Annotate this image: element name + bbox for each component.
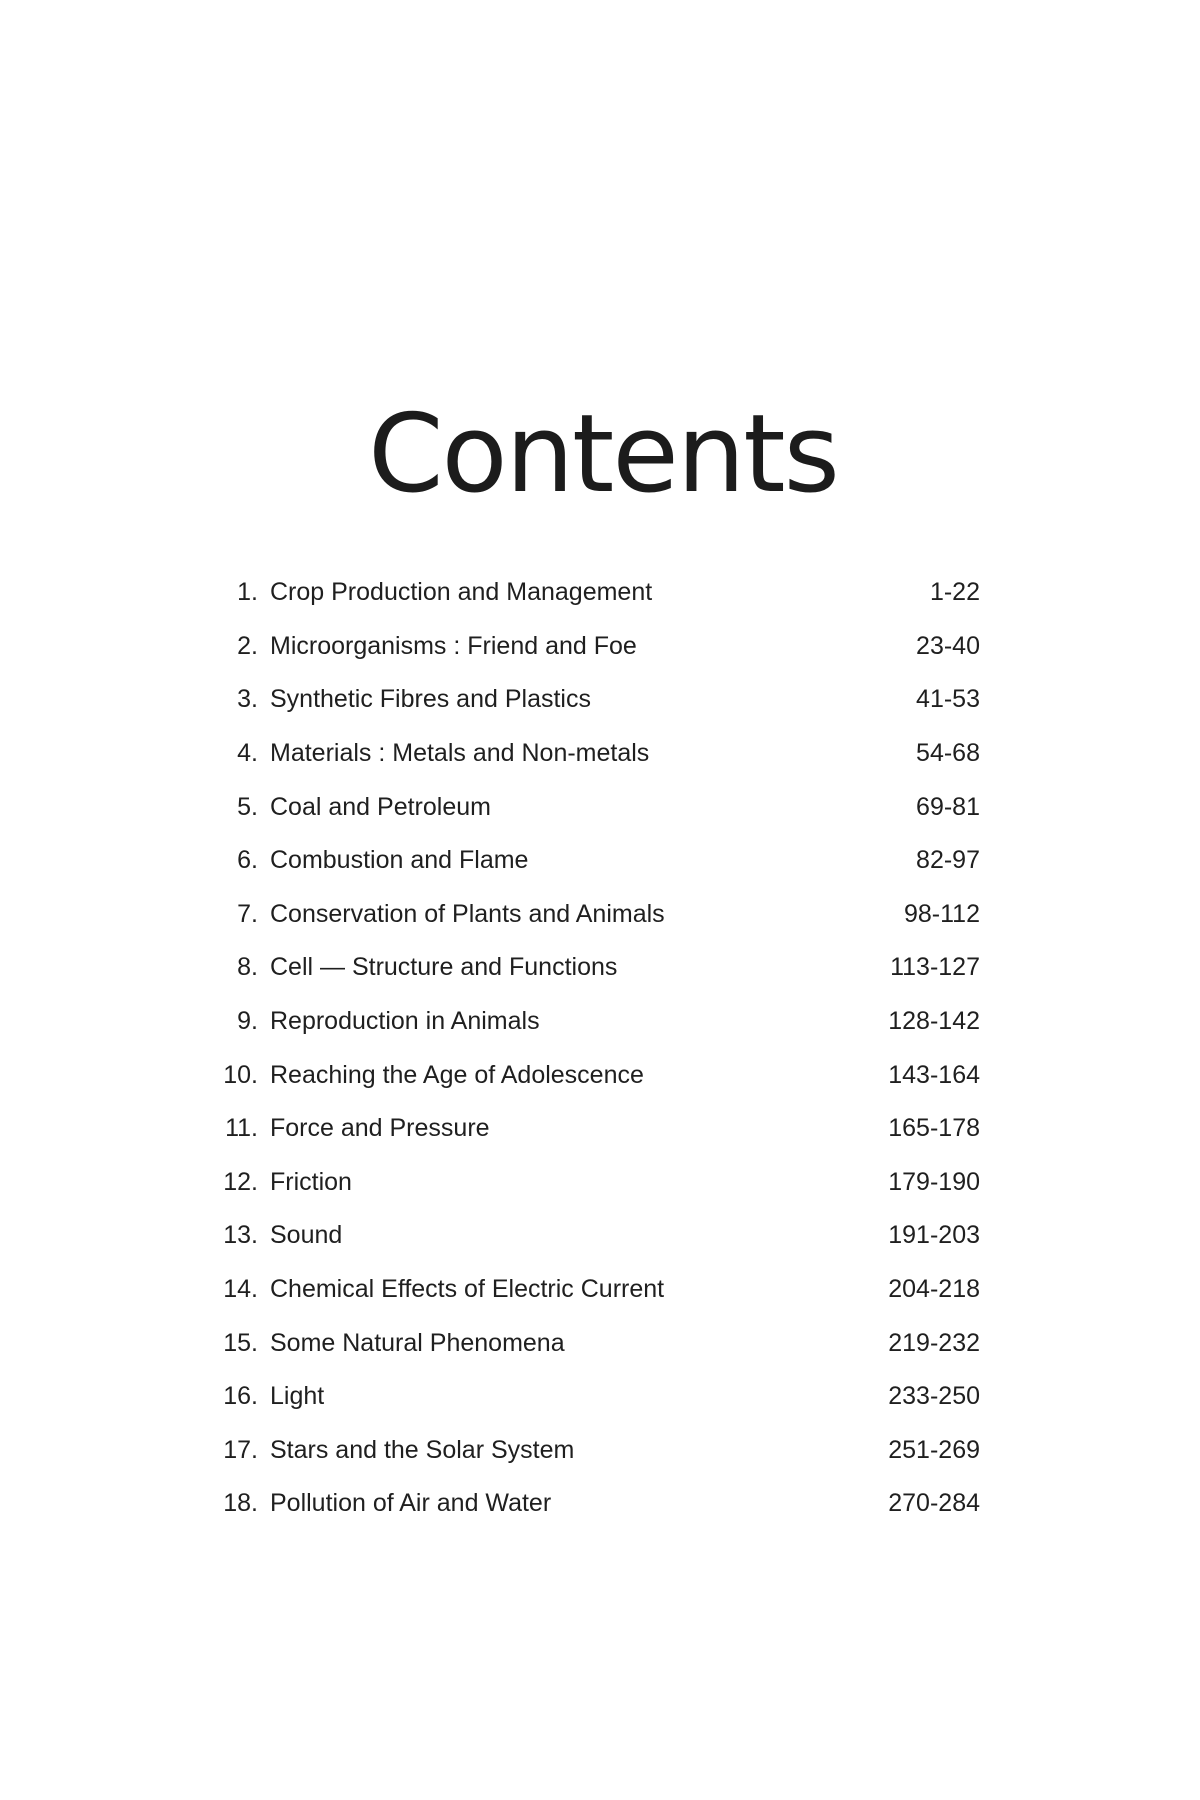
chapter-number: 9. (237, 1007, 258, 1036)
chapter-title: Synthetic Fibres and Plastics (270, 685, 591, 714)
chapter-number: 15. (223, 1328, 258, 1357)
chapter-number: 6. (237, 846, 258, 875)
page-title: Contents (368, 392, 838, 517)
toc-entry (200, 1263, 1000, 1317)
toc-entry (200, 941, 1000, 995)
chapter-number: 3. (237, 685, 258, 714)
toc-entry (200, 1048, 1000, 1102)
chapter-pages: 251-269 (888, 1435, 980, 1464)
chapter-number: 13. (223, 1221, 258, 1250)
chapter-pages: 1-22 (929, 578, 980, 607)
chapter-number: 1. (237, 578, 258, 607)
chapter-title: Materials : Metals and Non-metals (270, 739, 650, 768)
chapter-title: Some Natural Phenomena (270, 1328, 565, 1357)
chapter-number: 12. (223, 1167, 258, 1196)
chapter-pages: 270-284 (888, 1489, 980, 1518)
toc-entry (200, 1209, 1000, 1263)
chapter-pages: 41-53 (916, 685, 980, 714)
chapter-number: 8. (237, 953, 258, 982)
chapter-title: Reproduction in Animals (270, 1007, 540, 1036)
chapter-pages: 69-81 (916, 792, 980, 821)
toc-entry (200, 834, 1000, 888)
table-of-contents (200, 566, 1000, 1531)
chapter-pages: 219-232 (888, 1328, 980, 1357)
toc-entry (200, 1424, 1000, 1478)
chapter-title: Conservation of Plants and Animals (270, 899, 665, 928)
chapter-pages: 191-203 (888, 1221, 980, 1250)
chapter-title: Force and Pressure (270, 1114, 490, 1143)
chapter-pages: 128-142 (888, 1007, 980, 1036)
chapter-number: 5. (237, 792, 258, 821)
toc-entry (200, 888, 1000, 942)
chapter-title: Microorganisms : Friend and Foe (270, 631, 637, 660)
toc-entry (200, 1102, 1000, 1156)
chapter-number: 17. (223, 1435, 258, 1464)
chapter-pages: 23-40 (916, 631, 980, 660)
chapter-pages: 165-178 (888, 1114, 980, 1143)
chapter-number: 18. (223, 1489, 258, 1518)
chapter-pages: 179-190 (888, 1167, 980, 1196)
toc-entry (200, 673, 1000, 727)
chapter-title: Stars and the Solar System (270, 1435, 575, 1464)
chapter-title: Crop Production and Management (270, 578, 653, 607)
chapter-pages: 204-218 (888, 1275, 980, 1304)
toc-entry (200, 727, 1000, 781)
chapter-title: Coal and Petroleum (270, 792, 491, 821)
chapter-title: Friction (270, 1167, 352, 1196)
chapter-number: 4. (237, 739, 258, 768)
chapter-title: Chemical Effects of Electric Current (270, 1275, 665, 1304)
toc-entry (200, 566, 1000, 620)
toc-entry (200, 780, 1000, 834)
chapter-title: Cell — Structure and Functions (270, 953, 618, 982)
chapter-title: Combustion and Flame (270, 846, 529, 875)
chapter-title: Sound (270, 1221, 343, 1250)
toc-entry (200, 1156, 1000, 1210)
chapter-pages: 113-127 (890, 953, 980, 982)
chapter-pages: 54-68 (916, 739, 980, 768)
chapter-title: Pollution of Air and Water (270, 1489, 552, 1518)
chapter-pages: 98-112 (904, 899, 980, 928)
chapter-pages: 233-250 (888, 1382, 980, 1411)
toc-entry (200, 1477, 1000, 1531)
chapter-number: 2. (237, 631, 258, 660)
toc-entry (200, 1316, 1000, 1370)
chapter-number: 11. (225, 1114, 258, 1143)
chapter-number: 16. (223, 1382, 258, 1411)
toc-entry (200, 1370, 1000, 1424)
chapter-title: Light (270, 1382, 325, 1411)
chapter-pages: 143-164 (888, 1060, 980, 1089)
chapter-number: 14. (223, 1275, 258, 1304)
toc-entry (200, 995, 1000, 1049)
chapter-pages: 82-97 (916, 846, 980, 875)
toc-entry (200, 620, 1000, 674)
chapter-number: 10. (223, 1060, 258, 1089)
chapter-title: Reaching the Age of Adolescence (270, 1060, 644, 1089)
chapter-number: 7. (237, 899, 258, 928)
